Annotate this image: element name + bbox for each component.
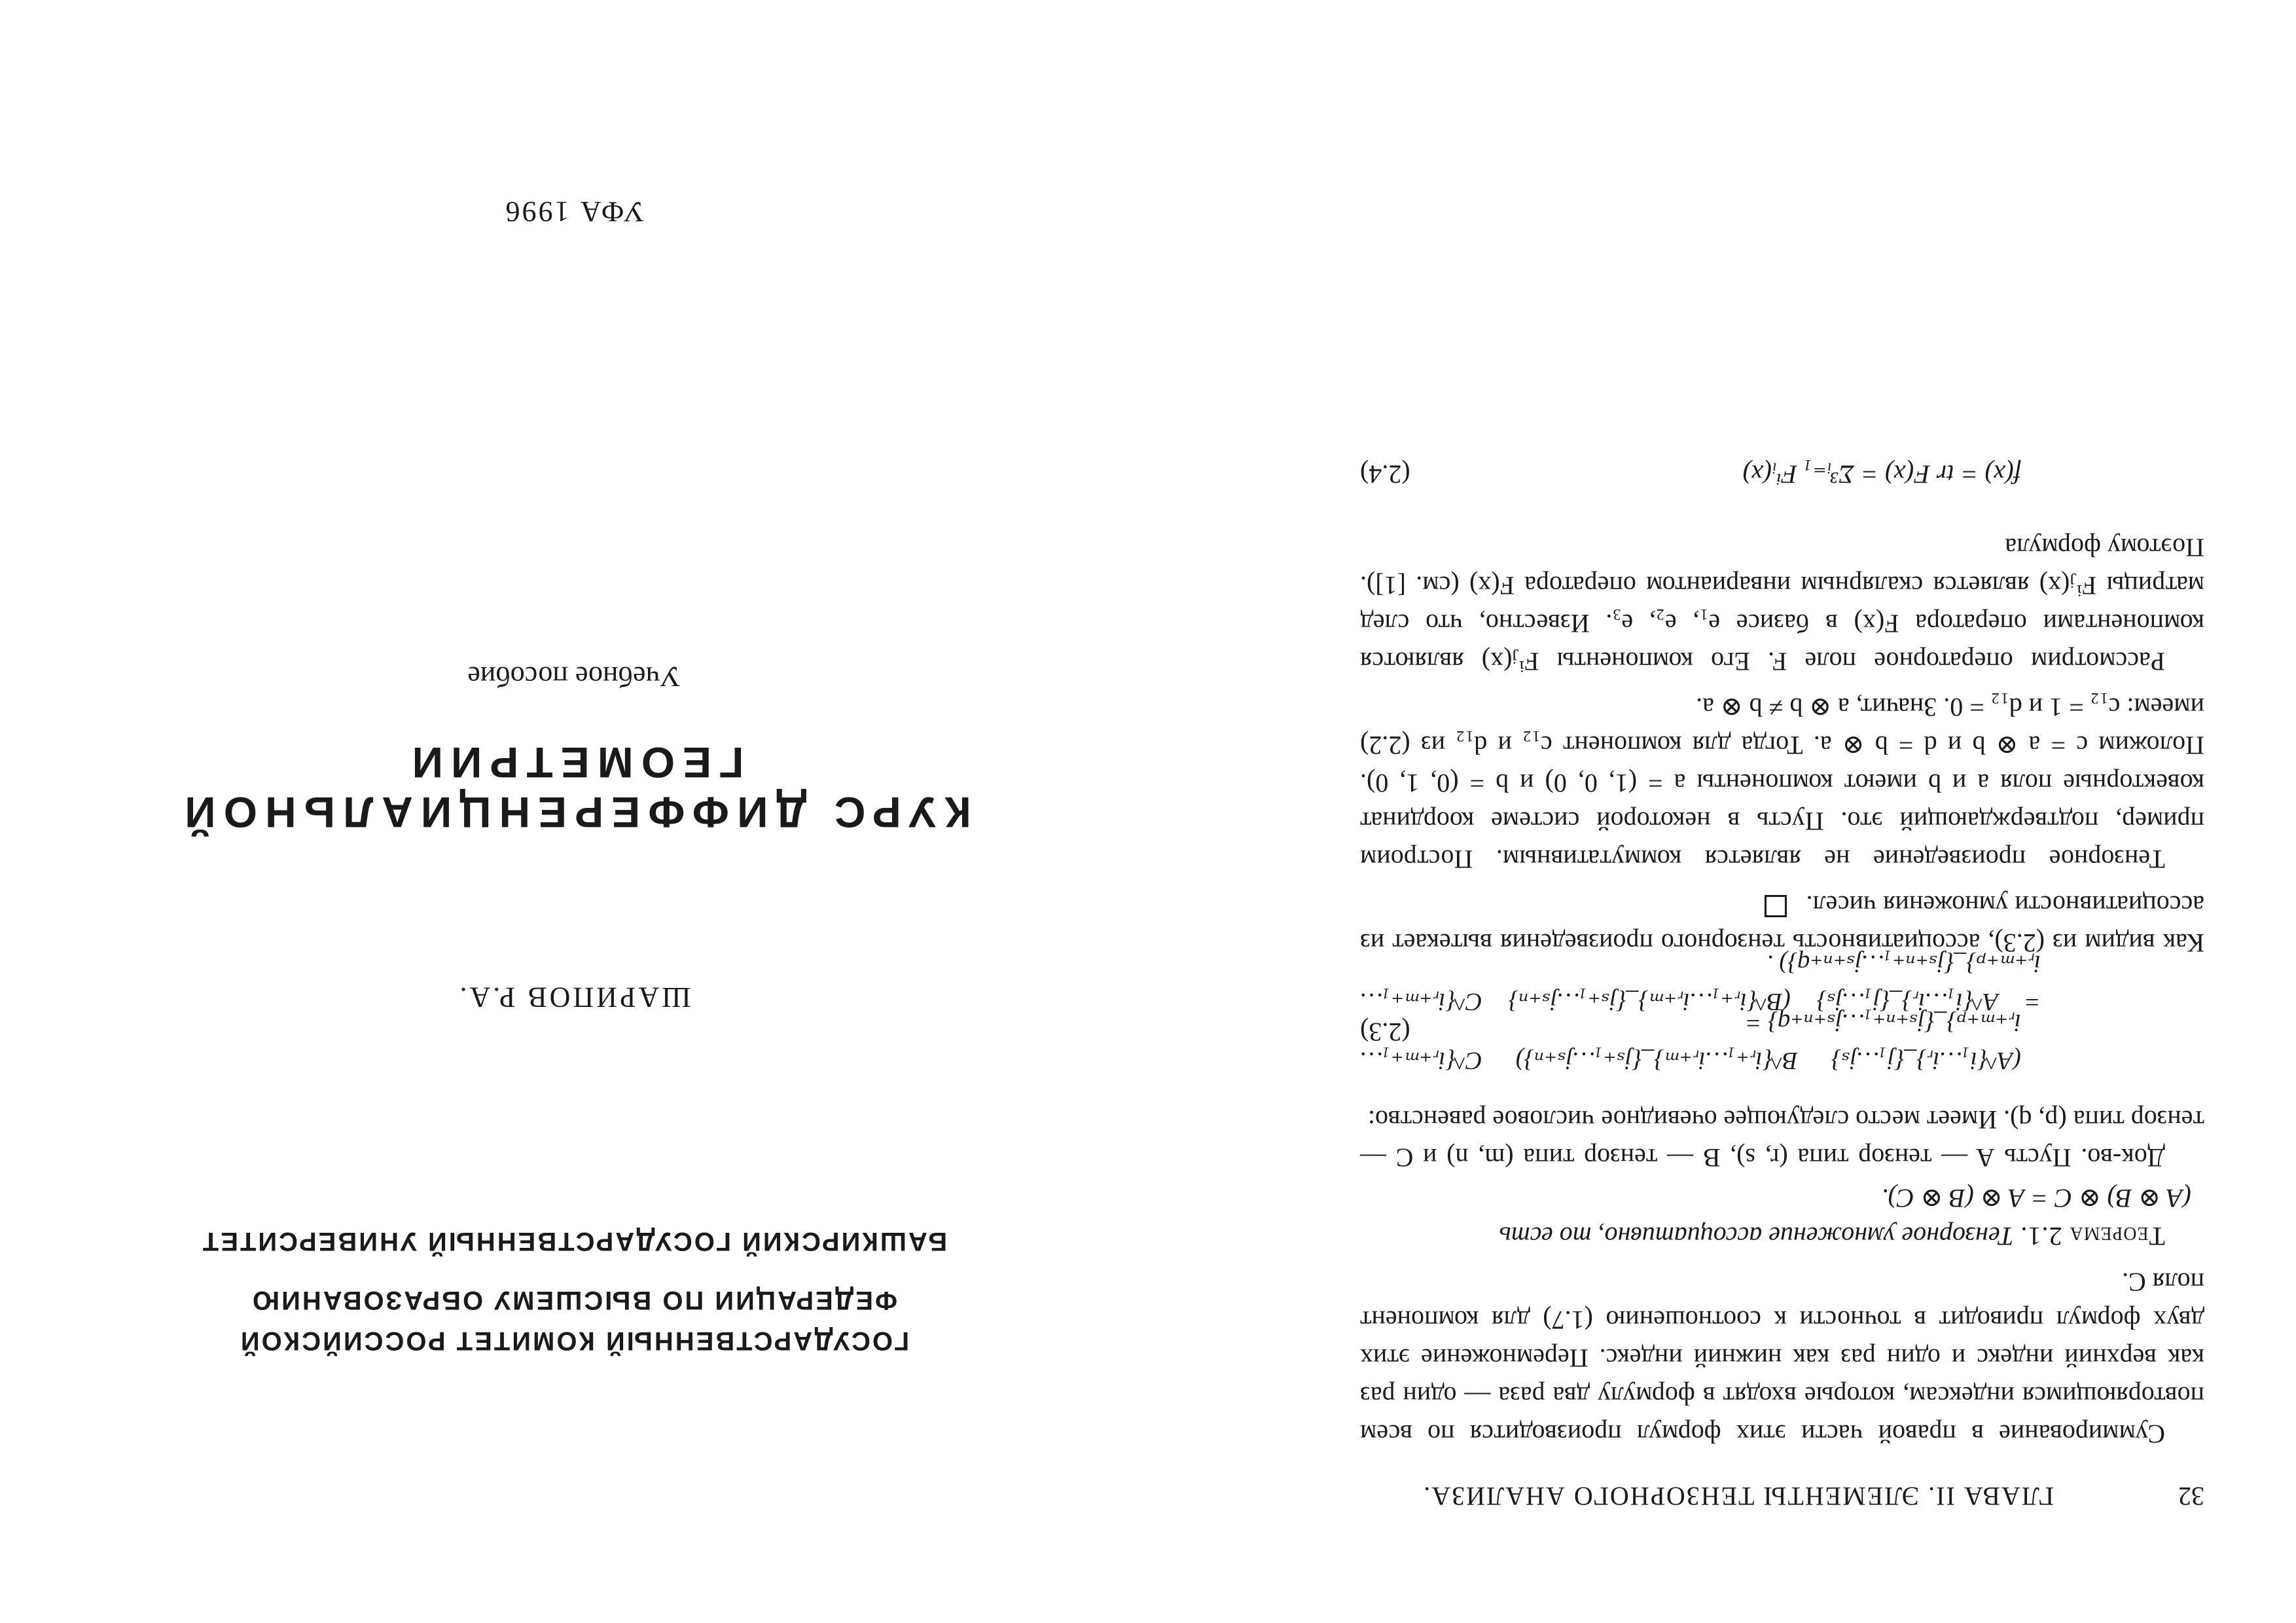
proof-paragraph: Док-во. Пусть A — тензор типа (r, s), B — тензор типа (m, n) и C — тензор типа (p, q). Имеет место следующее очевидное числовое равенство:	[1360, 1105, 2204, 1173]
book-title: КУРС ДИФФЕРЕНЦИАЛЬНОЙ ГЕОМЕТРИИ	[177, 739, 971, 837]
org-line-1: ГОСУДАРСТВЕННЫЙ КОМИТЕТ РОССИЙСКОЙ	[238, 1326, 910, 1355]
equation-number-2-4: (2.4)	[1360, 460, 1410, 489]
author-name: ШАРИПОВ Р.А.	[457, 981, 691, 1013]
theorem-text: Тензорное умножение ассоциативно, то есть	[1499, 1222, 2014, 1251]
paragraph-associativity-text: Как видим из (2.3), ассоциативность тензорного произведения вытекает из ассоциативности умножения чисел.	[1360, 890, 2204, 958]
theorem-label: Теорема 2.1.	[2020, 1222, 2165, 1251]
qed-square-icon	[1765, 895, 1787, 917]
page-body	[1360, 428, 2204, 1453]
equation-2-3-line-1: (A^{i₁…iᵣ}_{j₁…jₛ} B^{iᵣ₊₁…iᵣ₊ₘ}_{jₛ₊₁…jₛ₊ₙ}) C^{iᵣ₊ₘ₊₁…iᵣ₊ₘ₊ₚ}_{jₛ₊ₙ₊₁…jₛ₊ₙ₊q} =	[1360, 1009, 2021, 1074]
theorem-formula-row	[1360, 1176, 2204, 1217]
equation-2-4	[1360, 428, 2204, 519]
equation-number-2-3: (2.3)	[1360, 1017, 1410, 1047]
theorem-statement	[1360, 1217, 2204, 1255]
org-line-2: ФЕДЕРАЦИИ ПО ВЫСШЕМУ ОБРАЗОВАНИЮ	[250, 1286, 898, 1315]
page-number: 32	[2178, 1482, 2204, 1511]
page-header	[1360, 1472, 2204, 1512]
equation-2-4-expression: f(x) = tr F(x) = Σ³ᵢ₌₁ Fⁱᵢ(x)	[1742, 460, 2021, 489]
organization-block	[65, 1221, 1083, 1361]
paragraph-operator-field: Рассмотрим операторное поле F. Его компоненты Fⁱⱼ(x) являются компонентами оператора F(x) в базисе e₁, e₂, e₃. Известно, что след матрицы Fⁱⱼ(x) является скалярным инвариантом оператора F(x) (см. [1]). Поэтому формула	[1360, 533, 2204, 676]
theorem-formula: (A ⊗ B) ⊗ C = A ⊗ (B ⊗ C).	[1881, 1184, 2191, 1213]
imprint-city-year: УФА 1996	[503, 196, 645, 228]
university-name: БАШКИРСКИЙ ГОСУДАРСТВЕННЫЙ УНИВЕРСИТЕТ	[200, 1227, 948, 1256]
paragraph-summation: Суммирование в правой части этих формул производится по всем повторяющимся индексам, которые входят в формулу два раза — один раз как верхний индекс и один раз как нижний индекс. Перемножение этих двух формул приводит в точности к соотношению (1.7) для компонент поля C.	[1360, 1267, 2204, 1449]
paragraph-noncommutative: Тензорное произведение не является коммутативным. Построим пример, подтверждающий это. Пусть в некоторой системе координат ковекторные поля a и b имеют компоненты a = (1, 0, 0) и b = (0, 1, 0). Положим c = a ⊗ b и d = b ⊗ a. Тогда для компонент c₁₂ и d₁₂ из (2.2) имеем: c₁₂ = 1 и d₁₂ = 0. Значит, a ⊗ b ≠ b ⊗ a.	[1360, 693, 2204, 874]
book-subtitle: Учебное пособие	[467, 661, 681, 693]
equation-2-3-line-2: = A^{i₁…iᵣ}_{j₁…jₛ} (B^{iᵣ₊₁…iᵣ₊ₘ}_{jₛ₊₁…jₛ₊ₙ} C^{iᵣ₊ₘ₊₁…iᵣ₊ₘ₊ₚ}_{jₛ₊ₙ₊₁…jₛ₊ₙ₊q}) .	[1360, 950, 2041, 1015]
textbook-page	[1148, 0, 2296, 1623]
equation-2-3	[1360, 950, 2204, 1093]
running-head: ГЛАВА II. ЭЛЕМЕНТЫ ТЕНЗОРНОГО АНАЛИЗА.	[1422, 1482, 2054, 1511]
